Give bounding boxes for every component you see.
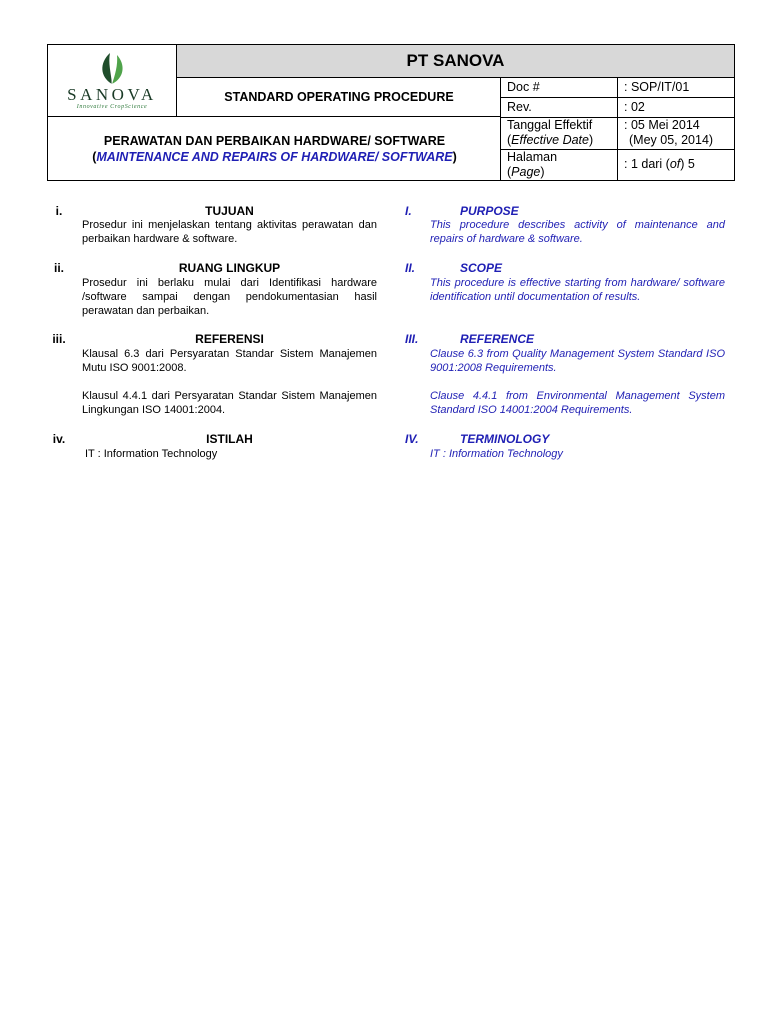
meta-row-doc — [501, 78, 735, 97]
title-indonesian: PERAWATAN DAN PERBAIKAN HARDWARE/ SOFTWARE — [103, 133, 446, 148]
meta-label-id: Tanggal Effektif — [507, 118, 593, 132]
meta-label-id: Halaman — [507, 149, 558, 164]
meta-value — [618, 117, 735, 149]
title-english-text: MAINTENANCE AND REPAIRS OF HARDWARE/ SOFTWARE — [96, 149, 453, 164]
section-paragraph-en: This procedure describes activity of maintenance and repairs of hardware & software. — [430, 219, 725, 245]
meta-label: Rev. — [501, 97, 618, 117]
section-paragraph: Klausal 6.3 dari Persyaratan Standar Sistem Manajemen Mutu ISO 9001:2008. — [82, 348, 377, 374]
logo-name: SANOVA — [67, 84, 157, 104]
section-number-en: II. — [405, 261, 416, 275]
section-paragraph: Prosedur ini menjelaskan tentang aktivitas perawatan dan perbaikan hardware & software. — [82, 219, 377, 245]
meta-value-id: : 05 Mei 2014 — [624, 118, 700, 132]
section-paragraph: Prosedur ini berlaku mulai dari Identifikasi hardware /software sampai dengan pendokumentasian hasil perawatan dan perbaikan. — [82, 277, 377, 317]
meta-row-page — [501, 149, 735, 180]
section-number: iii. — [52, 332, 66, 346]
section-paragraph: IT : Information Technology — [85, 448, 218, 460]
meta-value-en: (Mey 05, 2014) — [629, 133, 714, 147]
section-heading: TUJUAN — [205, 204, 254, 218]
doc-type: STANDARD OPERATING PROCEDURE — [177, 78, 501, 117]
logo-tagline: Innovative CropScience — [76, 103, 148, 110]
title-english — [92, 149, 457, 165]
title-close-paren: ) — [452, 149, 457, 164]
logo-cell — [48, 45, 177, 117]
meta-value: : SOP/IT/01 — [618, 78, 735, 97]
section-heading-en: TERMINOLOGY — [460, 432, 550, 446]
section-heading: ISTILAH — [206, 432, 253, 446]
doc-meta-table — [500, 78, 734, 180]
leaf-logo-icon — [96, 51, 128, 85]
meta-value: : 02 — [618, 97, 735, 117]
section-heading-en: SCOPE — [460, 261, 503, 275]
meta-label-en: (Effective Date) — [507, 133, 594, 147]
document-title — [48, 117, 501, 180]
section-paragraph: Klausul 4.4.1 dari Persyaratan Standar Sistem Manajemen Lingkungan ISO 14001:2004. — [82, 390, 377, 416]
meta-label-en: (Page) — [507, 164, 545, 179]
document-header — [47, 44, 735, 181]
meta-value: : 1 dari (of) 5 — [618, 149, 735, 180]
meta-row-effective-date — [501, 117, 735, 149]
company-name: PT SANOVA — [177, 45, 734, 78]
section-number: iv. — [52, 432, 66, 446]
section-heading-en: PURPOSE — [460, 204, 519, 218]
meta-label — [501, 149, 618, 180]
section-paragraph-en: Clause 4.4.1 from Environmental Management System Standard ISO 14001:2004 Requirements. — [430, 390, 725, 416]
meta-label: Doc # — [501, 78, 618, 97]
section-number: i. — [55, 204, 63, 218]
section-number-en: IV. — [405, 432, 419, 446]
section-paragraph-en: IT : Information Technology — [430, 448, 563, 460]
section-paragraph-en: Clause 6.3 from Quality Management System Standard ISO 9001:2008 Requirements. — [430, 348, 725, 374]
meta-row-rev — [501, 97, 735, 117]
section-heading: REFERENSI — [195, 332, 264, 346]
title-open-paren: ( — [92, 149, 97, 164]
section-number: ii. — [53, 261, 64, 275]
section-number-en: I. — [405, 204, 412, 218]
section-number-en: III. — [405, 332, 419, 346]
section-heading: RUANG LINGKUP — [178, 261, 281, 275]
section-heading-en: REFERENCE — [460, 332, 535, 346]
section-paragraph-en: This procedure is effective starting from hardware/ software identification until documentation of results. — [430, 277, 725, 303]
meta-label — [501, 117, 618, 149]
